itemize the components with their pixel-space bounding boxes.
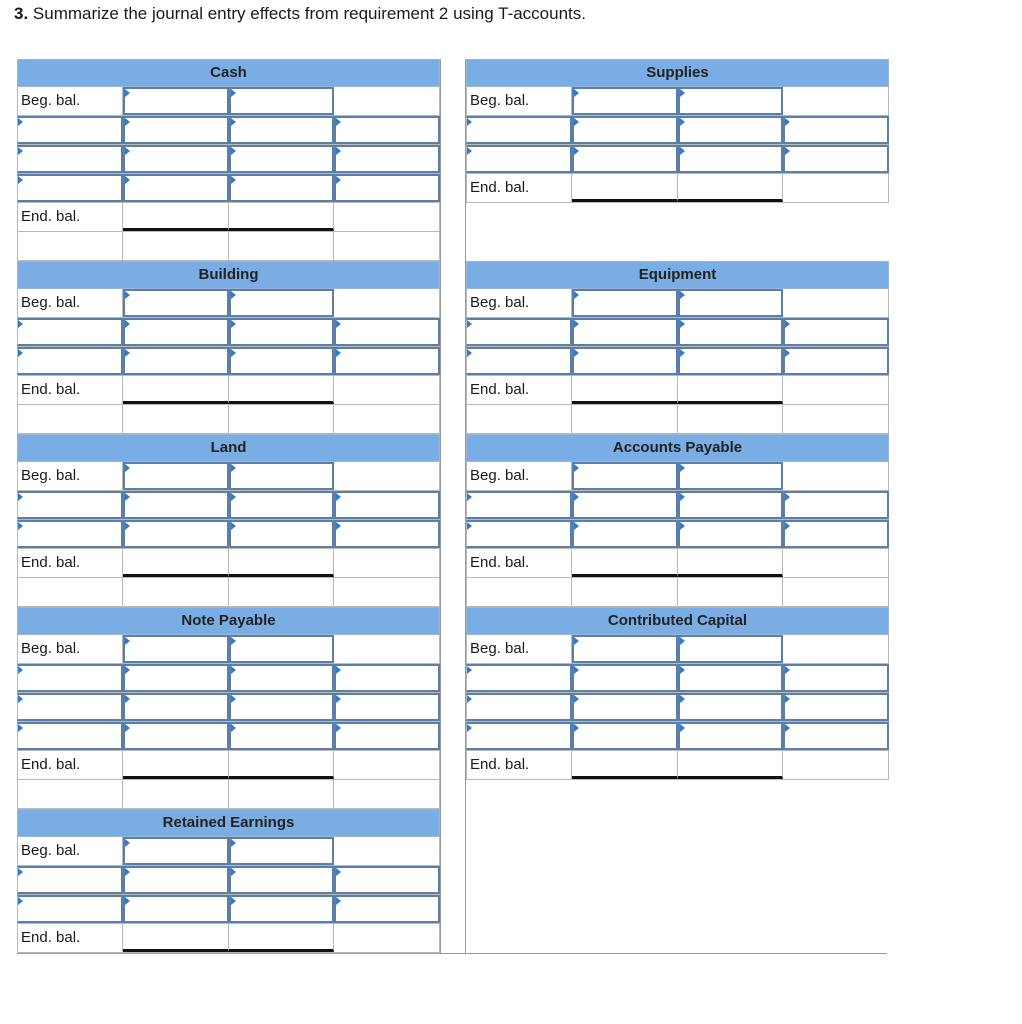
empty-cell xyxy=(783,635,889,663)
end-bal-row xyxy=(466,376,889,405)
credit-input[interactable] xyxy=(229,462,335,490)
debit-input[interactable] xyxy=(572,520,678,548)
debit-input[interactable] xyxy=(572,289,678,317)
empty-cell xyxy=(17,578,123,606)
entry-label-input[interactable] xyxy=(229,174,335,202)
debit-input[interactable] xyxy=(572,635,678,663)
entry-label-input[interactable] xyxy=(229,116,335,144)
empty-cell xyxy=(334,376,440,404)
entry-label-input[interactable] xyxy=(678,664,784,692)
entry-label-input[interactable] xyxy=(229,491,335,519)
row-label: Beg. bal. xyxy=(466,635,572,663)
entry-row xyxy=(466,722,889,751)
entry-label-input[interactable] xyxy=(678,116,784,144)
entry-row xyxy=(17,520,440,549)
entry-row xyxy=(466,318,889,347)
debit-input[interactable] xyxy=(123,491,229,519)
credit-input[interactable] xyxy=(678,87,784,115)
debit-input[interactable] xyxy=(123,87,229,115)
debit-input[interactable] xyxy=(123,664,229,692)
debit-input[interactable] xyxy=(572,693,678,721)
credit-total xyxy=(678,174,784,202)
entry-label-input[interactable] xyxy=(229,145,335,173)
empty-cell xyxy=(334,780,440,808)
credit-input[interactable] xyxy=(783,693,889,721)
entry-label-input[interactable] xyxy=(466,693,572,721)
debit-input[interactable] xyxy=(572,145,678,173)
empty-cell xyxy=(466,405,572,433)
debit-input[interactable] xyxy=(572,722,678,750)
debit-input[interactable] xyxy=(572,347,678,375)
credit-input[interactable] xyxy=(783,145,889,173)
entry-label-input[interactable] xyxy=(678,520,784,548)
empty-cell xyxy=(783,549,889,577)
empty-cell xyxy=(572,405,678,433)
t-account-accounts-payable xyxy=(466,434,889,607)
entry-row xyxy=(17,664,440,693)
empty-cell xyxy=(17,232,123,260)
beg-bal-row xyxy=(466,635,889,664)
entry-label-input[interactable] xyxy=(229,520,335,548)
end-bal-row xyxy=(17,376,440,405)
debit-input[interactable] xyxy=(572,462,678,490)
empty-cell xyxy=(678,405,784,433)
entry-label-input[interactable] xyxy=(466,520,572,548)
beg-bal-row xyxy=(17,837,440,866)
entry-label-input[interactable] xyxy=(466,491,572,519)
empty-cell xyxy=(783,405,889,433)
entry-label-input[interactable] xyxy=(17,866,123,894)
row-label: End. bal. xyxy=(17,751,123,779)
empty-cell xyxy=(229,780,335,808)
debit-input[interactable] xyxy=(123,318,229,346)
beg-bal-row xyxy=(17,635,440,664)
entry-label-input[interactable] xyxy=(678,318,784,346)
empty-cell xyxy=(783,578,889,606)
empty-cell xyxy=(334,578,440,606)
entry-row xyxy=(17,491,440,520)
t-account-note-payable xyxy=(17,607,440,809)
debit-input[interactable] xyxy=(123,520,229,548)
credit-input[interactable] xyxy=(334,491,440,519)
empty-cell xyxy=(17,780,123,808)
entry-row xyxy=(466,116,889,145)
blank-row xyxy=(17,232,440,261)
t-account-contributed-capital xyxy=(466,607,889,780)
empty-cell xyxy=(123,578,229,606)
question-text: Summarize the journal entry effects from requirement 2 using T-accounts. xyxy=(32,4,586,23)
empty-cell xyxy=(334,837,440,865)
row-label: End. bal. xyxy=(466,549,572,577)
empty-cell xyxy=(783,751,889,779)
entry-label-input[interactable] xyxy=(466,722,572,750)
credit-input[interactable] xyxy=(334,520,440,548)
spacer xyxy=(466,203,889,261)
row-label: Beg. bal. xyxy=(17,462,123,490)
right-column xyxy=(466,59,889,780)
entry-label-input[interactable] xyxy=(466,116,572,144)
debit-total xyxy=(123,924,229,952)
credit-total xyxy=(678,549,784,577)
question-number: 3. xyxy=(14,4,29,23)
credit-input[interactable] xyxy=(783,664,889,692)
entry-row xyxy=(17,693,440,722)
row-label: End. bal. xyxy=(17,203,123,231)
row-label: End. bal. xyxy=(17,924,123,952)
blank-row xyxy=(466,578,889,607)
entry-row xyxy=(17,116,440,145)
row-label: Beg. bal. xyxy=(17,837,123,865)
credit-input[interactable] xyxy=(334,722,440,750)
credit-input[interactable] xyxy=(334,664,440,692)
beg-bal-row xyxy=(17,289,440,318)
empty-cell xyxy=(466,578,572,606)
debit-input[interactable] xyxy=(123,174,229,202)
debit-input[interactable] xyxy=(123,866,229,894)
credit-total xyxy=(229,376,335,404)
entry-row xyxy=(466,145,889,174)
row-label: End. bal. xyxy=(466,751,572,779)
blank-row xyxy=(466,405,889,434)
debit-input[interactable] xyxy=(123,693,229,721)
account-header: Retained Earnings xyxy=(17,809,440,837)
credit-input[interactable] xyxy=(678,289,784,317)
debit-input[interactable] xyxy=(123,289,229,317)
blank-row xyxy=(17,405,440,434)
end-bal-row xyxy=(17,549,440,578)
empty-cell xyxy=(334,462,440,490)
entry-label-input[interactable] xyxy=(229,722,335,750)
credit-input[interactable] xyxy=(334,116,440,144)
row-label: End. bal. xyxy=(17,376,123,404)
empty-cell xyxy=(334,751,440,779)
empty-cell xyxy=(783,376,889,404)
row-label: Beg. bal. xyxy=(17,289,123,317)
empty-cell xyxy=(783,87,889,115)
entry-label-input[interactable] xyxy=(17,722,123,750)
credit-input[interactable] xyxy=(334,174,440,202)
entry-row xyxy=(17,174,440,203)
entry-label-input[interactable] xyxy=(17,145,123,173)
t-accounts-grid xyxy=(17,59,887,954)
entry-label-input[interactable] xyxy=(17,347,123,375)
account-header: Accounts Payable xyxy=(466,434,889,462)
entry-label-input[interactable] xyxy=(229,693,335,721)
credit-input[interactable] xyxy=(334,145,440,173)
t-account-supplies xyxy=(466,59,889,261)
account-header: Supplies xyxy=(466,59,889,87)
debit-input[interactable] xyxy=(123,462,229,490)
row-label: End. bal. xyxy=(466,174,572,202)
entry-label-input[interactable] xyxy=(17,318,123,346)
credit-input[interactable] xyxy=(783,318,889,346)
t-account-land xyxy=(17,434,440,607)
entry-label-input[interactable] xyxy=(17,174,123,202)
entry-label-input[interactable] xyxy=(17,895,123,923)
entry-label-input[interactable] xyxy=(466,347,572,375)
entry-label-input[interactable] xyxy=(17,520,123,548)
credit-input[interactable] xyxy=(783,520,889,548)
t-account-building xyxy=(17,261,440,434)
credit-total xyxy=(229,751,335,779)
question-title xyxy=(14,4,586,24)
account-header: Cash xyxy=(17,59,440,87)
empty-cell xyxy=(334,289,440,317)
account-header: Contributed Capital xyxy=(466,607,889,635)
entry-label-input[interactable] xyxy=(678,491,784,519)
end-bal-row xyxy=(17,924,440,953)
debit-input[interactable] xyxy=(572,116,678,144)
credit-input[interactable] xyxy=(678,462,784,490)
empty-cell xyxy=(334,87,440,115)
t-account-equipment xyxy=(466,261,889,434)
entry-row xyxy=(17,347,440,376)
credit-input[interactable] xyxy=(334,693,440,721)
left-column xyxy=(17,59,440,953)
entry-row xyxy=(17,145,440,174)
end-bal-row xyxy=(466,751,889,780)
debit-input[interactable] xyxy=(572,87,678,115)
credit-input[interactable] xyxy=(334,318,440,346)
entry-label-input[interactable] xyxy=(229,664,335,692)
entry-label-input[interactable] xyxy=(466,664,572,692)
credit-total xyxy=(229,203,335,231)
debit-total xyxy=(123,549,229,577)
row-label: End. bal. xyxy=(17,549,123,577)
beg-bal-row xyxy=(466,462,889,491)
entry-label-input[interactable] xyxy=(229,895,335,923)
beg-bal-row xyxy=(17,462,440,491)
empty-cell xyxy=(123,405,229,433)
credit-input[interactable] xyxy=(783,491,889,519)
credit-input[interactable] xyxy=(229,87,335,115)
empty-cell xyxy=(783,174,889,202)
empty-cell xyxy=(334,549,440,577)
grid-bottom-border xyxy=(17,953,887,954)
debit-input[interactable] xyxy=(123,116,229,144)
credit-input[interactable] xyxy=(783,347,889,375)
debit-input[interactable] xyxy=(123,145,229,173)
debit-total xyxy=(572,376,678,404)
entry-label-input[interactable] xyxy=(17,491,123,519)
end-bal-row xyxy=(17,751,440,780)
debit-input[interactable] xyxy=(123,837,229,865)
empty-cell xyxy=(229,578,335,606)
account-header: Note Payable xyxy=(17,607,440,635)
entry-row xyxy=(466,520,889,549)
empty-cell xyxy=(334,203,440,231)
row-label: Beg. bal. xyxy=(466,289,572,317)
empty-cell xyxy=(334,232,440,260)
entry-label-input[interactable] xyxy=(229,318,335,346)
row-label: Beg. bal. xyxy=(466,462,572,490)
t-account-retained-earnings xyxy=(17,809,440,953)
column-divider xyxy=(440,59,466,954)
entry-row xyxy=(17,318,440,347)
credit-total xyxy=(229,549,335,577)
row-label: Beg. bal. xyxy=(17,635,123,663)
entry-row xyxy=(466,693,889,722)
row-label: Beg. bal. xyxy=(466,87,572,115)
entry-label-input[interactable] xyxy=(678,693,784,721)
debit-input[interactable] xyxy=(123,895,229,923)
row-label: End. bal. xyxy=(466,376,572,404)
debit-input[interactable] xyxy=(123,722,229,750)
entry-label-input[interactable] xyxy=(229,866,335,894)
entry-label-input[interactable] xyxy=(466,318,572,346)
empty-cell xyxy=(229,232,335,260)
account-header: Land xyxy=(17,434,440,462)
debit-input[interactable] xyxy=(123,635,229,663)
credit-input[interactable] xyxy=(334,347,440,375)
debit-input[interactable] xyxy=(572,318,678,346)
entry-row xyxy=(17,722,440,751)
debit-total xyxy=(572,549,678,577)
debit-input[interactable] xyxy=(572,491,678,519)
empty-cell xyxy=(678,578,784,606)
end-bal-row xyxy=(17,203,440,232)
credit-input[interactable] xyxy=(783,116,889,144)
entry-label-input[interactable] xyxy=(466,145,572,173)
debit-total xyxy=(123,203,229,231)
entry-label-input[interactable] xyxy=(17,693,123,721)
credit-input[interactable] xyxy=(678,635,784,663)
empty-cell xyxy=(783,462,889,490)
beg-bal-row xyxy=(466,87,889,116)
end-bal-row xyxy=(466,549,889,578)
credit-total xyxy=(678,376,784,404)
credit-input[interactable] xyxy=(229,837,335,865)
entry-label-input[interactable] xyxy=(678,145,784,173)
credit-total xyxy=(229,924,335,952)
entry-label-input[interactable] xyxy=(17,664,123,692)
credit-total xyxy=(678,751,784,779)
entry-row xyxy=(466,491,889,520)
empty-cell xyxy=(229,405,335,433)
debit-total xyxy=(123,376,229,404)
beg-bal-row xyxy=(17,87,440,116)
credit-input[interactable] xyxy=(783,722,889,750)
credit-input[interactable] xyxy=(334,895,440,923)
empty-cell xyxy=(572,578,678,606)
debit-total xyxy=(572,174,678,202)
blank-row xyxy=(17,578,440,607)
entry-row xyxy=(466,664,889,693)
empty-cell xyxy=(334,635,440,663)
debit-total xyxy=(123,751,229,779)
beg-bal-row xyxy=(466,289,889,318)
empty-cell xyxy=(334,405,440,433)
empty-cell xyxy=(334,924,440,952)
debit-input[interactable] xyxy=(123,347,229,375)
t-account-cash xyxy=(17,59,440,261)
entry-row xyxy=(17,895,440,924)
row-label: Beg. bal. xyxy=(17,87,123,115)
account-header: Equipment xyxy=(466,261,889,289)
entry-label-input[interactable] xyxy=(229,347,335,375)
entry-row xyxy=(17,866,440,895)
end-bal-row xyxy=(466,174,889,203)
entry-label-input[interactable] xyxy=(17,116,123,144)
empty-cell xyxy=(783,289,889,317)
credit-input[interactable] xyxy=(334,866,440,894)
debit-total xyxy=(572,751,678,779)
credit-input[interactable] xyxy=(229,635,335,663)
debit-input[interactable] xyxy=(572,664,678,692)
entry-label-input[interactable] xyxy=(678,347,784,375)
blank-row xyxy=(17,780,440,809)
empty-cell xyxy=(123,232,229,260)
credit-input[interactable] xyxy=(229,289,335,317)
entry-row xyxy=(466,347,889,376)
empty-cell xyxy=(123,780,229,808)
empty-cell xyxy=(17,405,123,433)
entry-label-input[interactable] xyxy=(678,722,784,750)
account-header: Building xyxy=(17,261,440,289)
